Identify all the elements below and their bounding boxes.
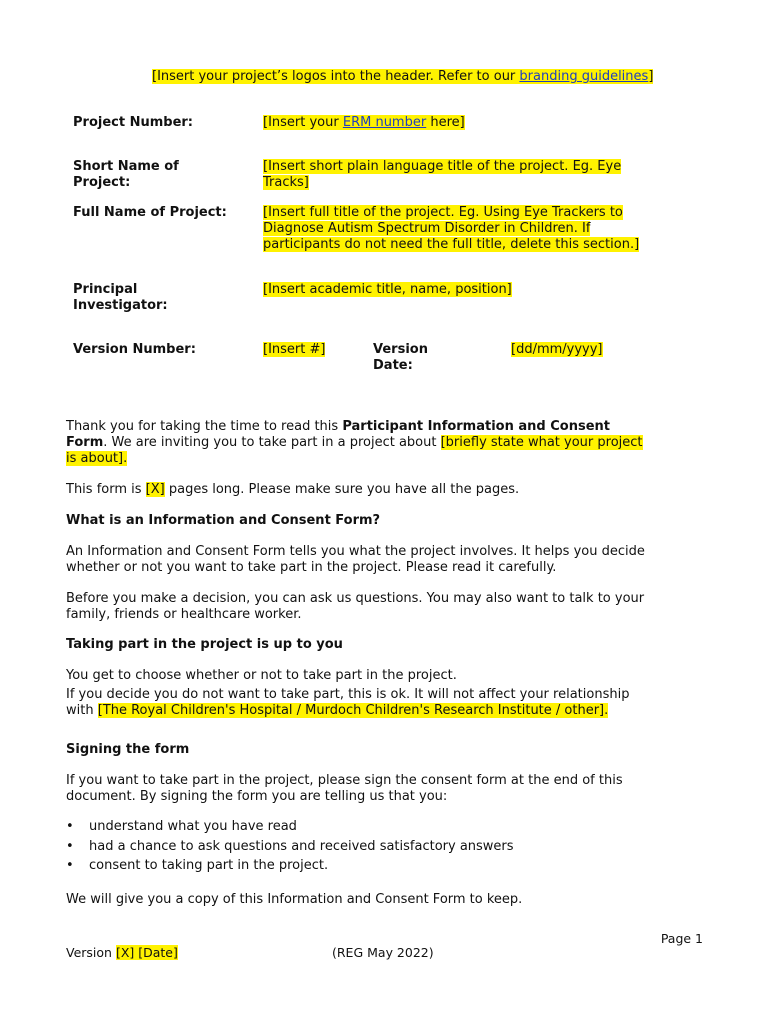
- full-name-value: [263, 205, 639, 253]
- footer-version: [66, 945, 178, 961]
- before-paragraph: [66, 591, 716, 623]
- version-number-label: Version Number:: [73, 342, 196, 357]
- principal-investigator-label: [73, 282, 168, 314]
- what-paragraph: [66, 544, 716, 576]
- signing-line1: If you want to take part in the project, please sign the consent form at the end of this: [66, 773, 623, 788]
- consent-bullet-list: [66, 819, 716, 878]
- intro-bold-2: Form: [66, 435, 104, 450]
- page-number: Page 1: [660, 931, 703, 946]
- pi-label-line2: Investigator:: [73, 298, 168, 313]
- footer-reg: (REG May 2022): [332, 945, 434, 960]
- signing-line2: document. By signing the form you are telling us that you:: [66, 789, 448, 804]
- project-number-suffix: here]: [426, 115, 465, 130]
- list-item: [66, 819, 716, 839]
- list-item: [66, 858, 716, 878]
- short-name-label-line1: Short Name of: [73, 159, 179, 174]
- pages-highlight: [X]: [145, 482, 165, 497]
- full-name-value-line2: Diagnose Autism Spectrum Disorder in Children. If: [263, 221, 591, 236]
- intro-highlight-1: [briefly state what your project: [440, 435, 643, 450]
- branding-guidelines-link[interactable]: branding guidelines: [519, 69, 649, 84]
- intro-text-1: Thank you for taking the time to read this: [66, 419, 343, 434]
- copy-paragraph: We will give you a copy of this Information and Consent Form to keep.: [66, 892, 523, 907]
- decide-line1: If you decide you do not want to take part, this is ok. It will not affect your relationship: [66, 687, 630, 702]
- decide-paragraph: [66, 687, 716, 719]
- full-name-value-line1: [Insert full title of the project. Eg. Using Eye Trackers to: [263, 205, 623, 220]
- bullet-text: consent to taking part in the project.: [89, 858, 329, 873]
- version-number-text: [Insert #]: [263, 342, 326, 357]
- short-name-label-line2: Project:: [73, 175, 131, 190]
- bullet-text: understand what you have read: [89, 819, 297, 834]
- bullet-glyph: •: [66, 858, 74, 873]
- pi-label-line1: Principal: [73, 282, 138, 297]
- signing-paragraph: [66, 773, 716, 805]
- what-line2: whether or not you want to take part in the project. Please read it carefully.: [66, 560, 557, 575]
- list-item: [66, 839, 716, 859]
- pi-value-text: [Insert academic title, name, position]: [263, 282, 512, 297]
- version-date-text: [dd/mm/yyyy]: [511, 342, 603, 357]
- full-name-label: Full Name of Project:: [73, 205, 227, 220]
- choose-line: You get to choose whether or not to take part in the project.: [66, 668, 457, 683]
- version-number-value: [263, 342, 325, 358]
- footer-version-highlight: [X] [Date]: [115, 945, 178, 960]
- version-date-value: [511, 342, 603, 358]
- heading-what-is-form: What is an Information and Consent Form?: [66, 513, 381, 528]
- full-name-value-line3: participants do not need the full title, delete this section.]: [263, 237, 640, 252]
- intro-bold-1: Participant Information and Consent: [342, 419, 610, 434]
- project-number-label: Project Number:: [73, 115, 194, 130]
- intro-paragraph: [66, 419, 716, 467]
- header-note-text: [Insert your project’s logos into the header. Refer to our: [152, 69, 520, 84]
- pages-text-2: pages long. Please make sure you have all the pages.: [164, 482, 520, 497]
- heading-taking-part: Taking part in the project is up to you: [66, 637, 343, 652]
- pages-text-1: This form is: [66, 482, 146, 497]
- intro-text-2: . We are inviting you to take part in a project about: [103, 435, 441, 450]
- choose-paragraph: [66, 668, 716, 684]
- short-name-value: [263, 159, 621, 191]
- before-line1: Before you make a decision, you can ask us questions. You may also want to talk to your: [66, 591, 645, 606]
- short-name-label: [73, 159, 179, 191]
- principal-investigator-value: [263, 282, 512, 298]
- short-name-value-line1: [Insert short plain language title of the project. Eg. Eye: [263, 159, 622, 174]
- decide-line2-prefix: with: [66, 703, 98, 718]
- header-note-end: ]: [648, 69, 654, 84]
- decide-highlight: [The Royal Children's Hospital / Murdoch Children's Research Institute / other].: [97, 703, 609, 718]
- footer-version-prefix: Version: [66, 945, 116, 960]
- bullet-glyph: •: [66, 838, 74, 854]
- erm-number-link[interactable]: ERM number: [342, 115, 427, 130]
- intro-highlight-2: is about].: [66, 451, 128, 466]
- pages-paragraph: [66, 482, 519, 498]
- heading-signing: Signing the form: [66, 742, 190, 757]
- header-instruction: [152, 69, 712, 85]
- version-date-label: [373, 342, 428, 374]
- bullet-glyph: •: [66, 819, 74, 834]
- version-date-label-line2: Date:: [373, 358, 413, 373]
- version-date-label-line1: Version: [373, 342, 428, 357]
- bullet-text: had a chance to ask questions and received satisfactory answers: [89, 838, 514, 854]
- project-number-value: [263, 115, 465, 131]
- what-line1: An Information and Consent Form tells you what the project involves. It helps you decide: [66, 544, 645, 559]
- short-name-value-line2: Tracks]: [263, 175, 309, 190]
- before-line2: family, friends or healthcare worker.: [66, 607, 302, 622]
- project-number-prefix: [Insert your: [263, 115, 343, 130]
